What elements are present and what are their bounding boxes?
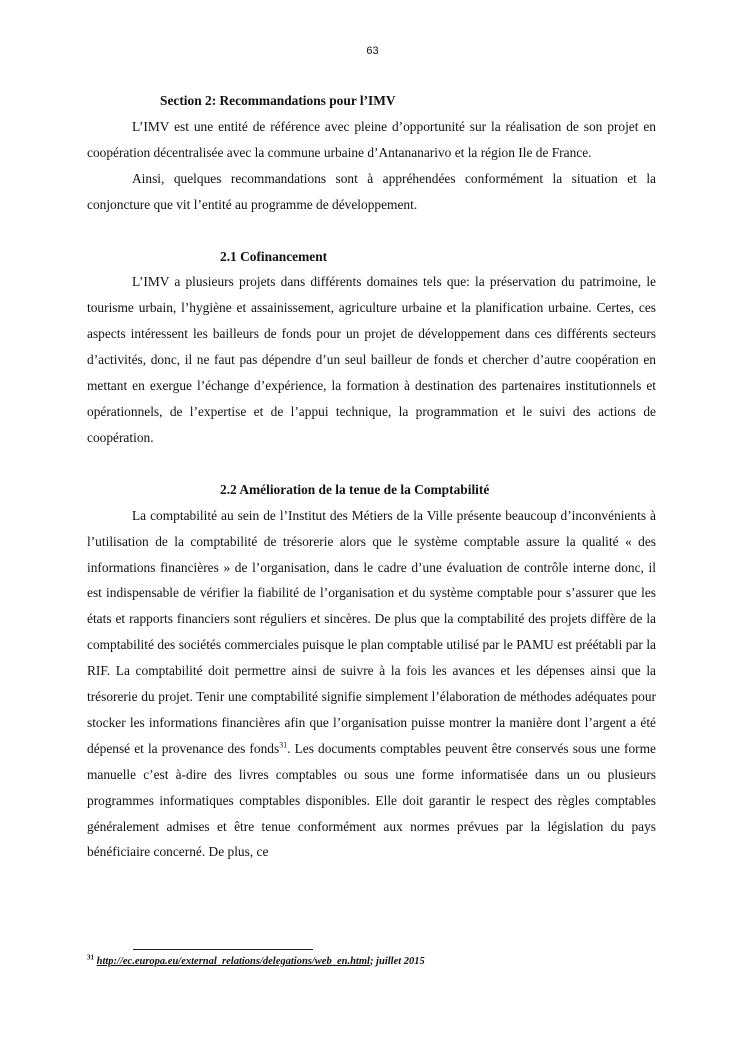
comptabilite-text-part2: . Les documents comptables peuvent être conservés sous une forme manuelle c’est à-dire des livres comptables ou sous une forme informatisée dans un ou plusieurs programmes informatiques comptables disponibles. Elle doit garantir le respect des règles comptables généralement admises et être tenue conformément aux normes prévues par la législation du pays bénéficiaire concerné. De plus, ce — [87, 740, 656, 860]
section-heading: Section 2: Recommandations pour l’IMV — [160, 93, 396, 108]
footnote-link[interactable]: http://ec.europa.eu/external_relations/delegations/web_en.html — [96, 956, 370, 967]
section-paragraph-2: Ainsi, quelques recommandations sont à appréhendées conformément la situation et la conjoncture que vit l’entité au programme de développement. — [87, 170, 656, 212]
section-paragraph-1: L’IMV est une entité de référence avec pleine d’opportunité sur la réalisation de son projet en coopération décentralisée avec la commune urbaine d’Antananarivo et la région Ile de France. — [87, 118, 656, 160]
document-body — [87, 88, 656, 865]
footnote-number: 31 — [87, 953, 94, 962]
spacer — [87, 218, 656, 244]
comptabilite-paragraph — [87, 503, 656, 866]
cofinancement-paragraph: L’IMV a plusieurs projets dans différents domaines tels que: la préservation du patrimoine, le tourisme urbain, l’hygiène et assainissement, agriculture urbaine et la planification urbaine. Certes, ces aspects intéressent les bailleurs de fonds pour un projet de développement dans ces différents secteurs d’activités, donc, il ne faut pas dépendre d’un seul bailleur de fonds et chercher d’autre coopération en mettant en exergue l’échange d’expérience, la formation à destination des partenaires institutionnels et opérationnels, de l’expertise et de l’appui technique, la programmation et le suivi des actions de coopération. — [87, 274, 656, 445]
subsection-heading-comptabilite: 2.2 Amélioration de la tenue de la Comptabilité — [220, 481, 490, 497]
footnote — [87, 953, 425, 967]
comptabilite-text-part1: La comptabilité au sein de l’Institut des Métiers de la Ville présente beaucoup d’inconvénients à l’utilisation de la comptabilité de trésorerie alors que le système comptable assure la qualité « des informations financières » de l’organisation, dans le cadre d’une évaluation de contrôle interne donc, il est indispensable de vérifier la fiabilité de l’organisation et du système comptable pour s’assurer que les états et rapports financiers sont réguliers et sincères. De plus que la comptabilité des projets diffère de la comptabilité des sociétés commerciales puisque le plan comptable utilisé par le PAMU est préétabli par la RIF. La comptabilité doit permettre ainsi de suivre à la fois les avances et les dépenses ainsi que la trésorerie du projet. Tenir une comptabilité signifie simplement l’élaboration de méthodes adéquates pour stocker les informations financières afin que l’organisation puisse montrer la manière dont l’argent a été dépensé et la provenance des fonds — [87, 507, 656, 756]
page-number: 63 — [366, 45, 379, 57]
subsection-heading-cofinancement: 2.1 Cofinancement — [220, 248, 328, 264]
footnote-divider — [133, 949, 313, 950]
spacer — [87, 451, 656, 477]
footnote-reference[interactable]: 31 — [279, 740, 288, 750]
footnote-date: ; juillet 2015 — [369, 956, 425, 967]
